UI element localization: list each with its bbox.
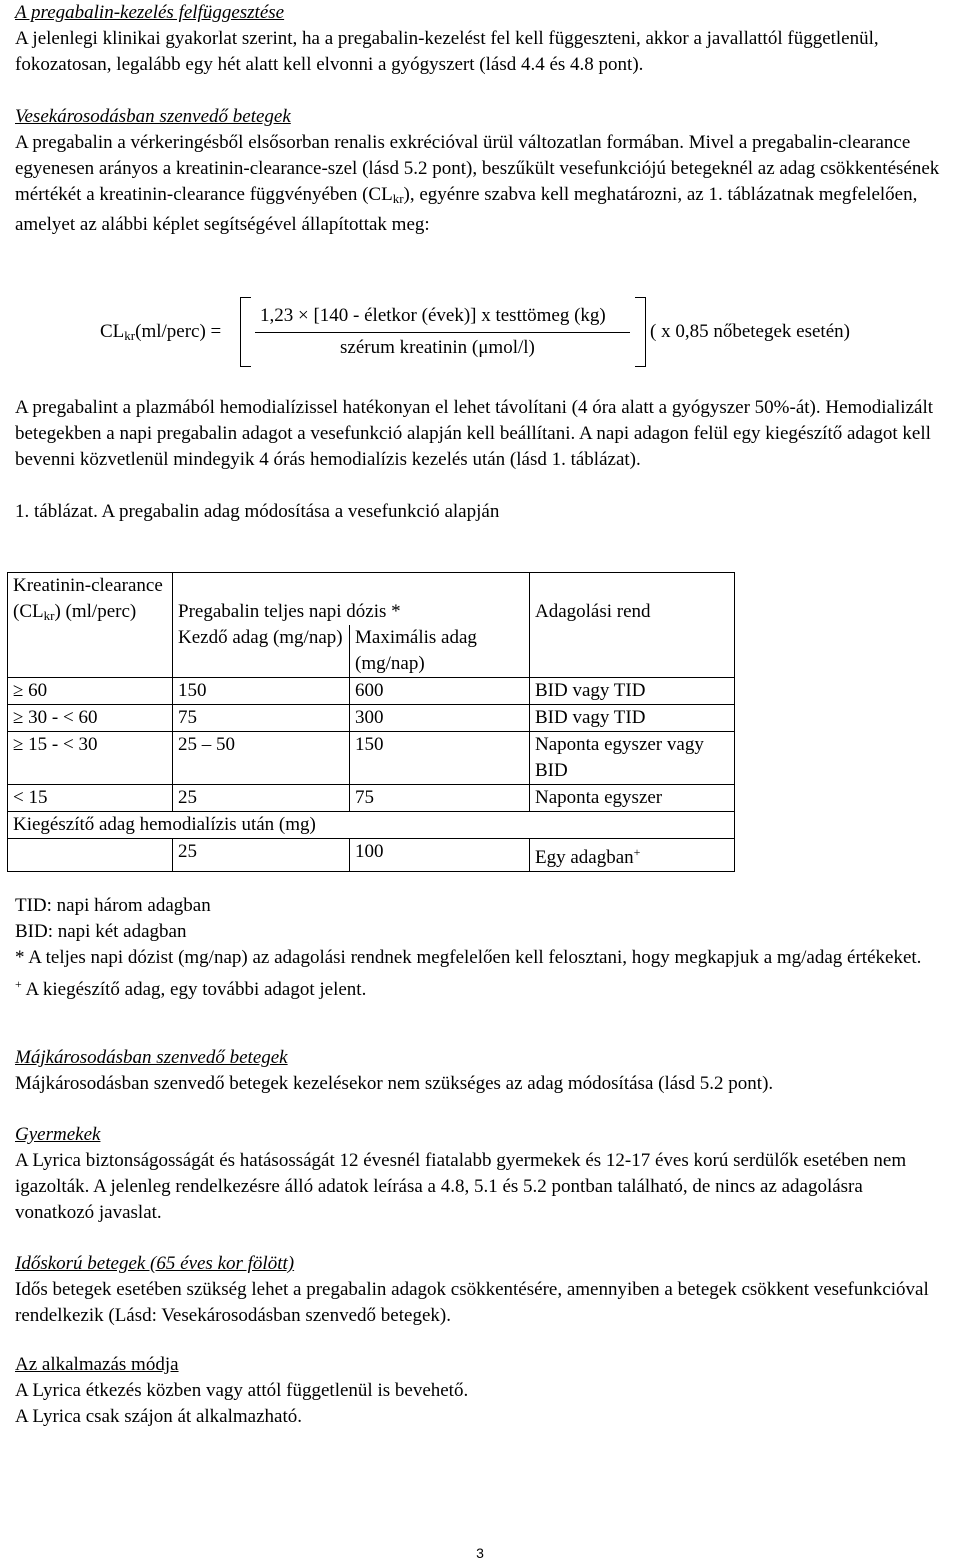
- table-cell: 75: [173, 705, 350, 732]
- section-heading: Májkárosodásban szenvedő betegek: [15, 1047, 288, 1068]
- section-heading: A pregabalin-kezelés felfüggesztése: [15, 2, 285, 23]
- table-cell: 25: [173, 785, 350, 812]
- table-cell: 150: [350, 732, 530, 785]
- left-bracket: [240, 297, 251, 367]
- paragraph: Idős betegek esetében szükség lehet a pregabalin adagok csökkentésére, amennyiben a betegek csökkent vesefunkcióval rendelkezik (Lásd: Vesekárosodásban szenvedő betegek).: [15, 1279, 929, 1326]
- table-cell: 25 – 50: [173, 732, 350, 785]
- table-row: [8, 812, 735, 839]
- formula-factor: ( x 0,85 nőbetegek esetén): [650, 321, 850, 342]
- note: BID: napi két adagban: [15, 921, 187, 942]
- table-row: [8, 705, 735, 732]
- header-cell: Kezdő adag (mg/nap): [173, 625, 350, 678]
- table-cell: [8, 839, 173, 872]
- table-row: [8, 839, 735, 872]
- header-cell: Pregabalin teljes napi dózis *: [173, 573, 530, 626]
- table-notes: [15, 893, 945, 1003]
- page-number: 3: [476, 1545, 484, 1561]
- table-cell: 150: [173, 678, 350, 705]
- section-hemodialysis: [15, 395, 945, 525]
- section-hepatic: [15, 1045, 945, 1097]
- table-cell: ≥ 30 - < 60: [8, 705, 173, 732]
- table-caption: 1. táblázat. A pregabalin adag módosítása a vesefunkció alapján: [15, 501, 500, 522]
- section-renal: [15, 104, 945, 238]
- header-cell: [530, 625, 735, 678]
- header-cell: Adagolási rend: [530, 573, 735, 626]
- table-row: [8, 785, 735, 812]
- table-cell: 25: [173, 839, 350, 872]
- section-heading: Az alkalmazás módja: [15, 1354, 179, 1375]
- section-elderly: [15, 1251, 945, 1329]
- text: A pregabalin a vérkeringésből elsősorban renalis exkrécióval ürül változatlan formában. Mivel a pregabalin-clearance egyenesen arányos a kreatinin-clearance-szel (lásd 5.2 pont), beszűkült vesefunkciójú betegeknél az adag csökkentésének mértékét a kreatinin-clearance függvényében (CL: [15, 132, 940, 205]
- paragraph: A Lyrica csak szájon át alkalmazható.: [15, 1406, 302, 1427]
- section-paediatric: [15, 1122, 945, 1226]
- table-cell: ≥ 60: [8, 678, 173, 705]
- section-heading: Időskorú betegek (65 éves kor fölött): [15, 1253, 295, 1274]
- table-cell: < 15: [8, 785, 173, 812]
- table-row: [8, 732, 735, 785]
- note: + A kiegészítő adag, egy további adagot jelent.: [15, 977, 367, 1000]
- table-cell: Naponta egyszer vagy BID: [530, 732, 735, 785]
- note: TID: napi három adagban: [15, 895, 211, 916]
- paragraph: A pregabalint a plazmából hemodialízissel hatékonyan el lehet távolítani (4 óra alatt a gyógyszer 50%-át). Hemodializált betegekben a napi pregabalin adagot a vesefunkció alapján kell beállítani. A napi adagon felül egy kiegészítő adagot kell bevenni közvetlenül mindegyik 4 órás hemodialízis kezelés után (lásd 1. táblázat).: [15, 397, 934, 470]
- paragraph: Májkárosodásban szenvedő betegek kezelésekor nem szükséges az adag módosítása (lásd 5.2 pont).: [15, 1073, 774, 1094]
- creatinine-clearance-formula: [100, 297, 900, 367]
- table-cell: 600: [350, 678, 530, 705]
- paragraph: A Lyrica biztonságosságát és hatásosságát 12 évesnél fiatalabb gyermekek és 12-17 éves korú serdülők esetében nem igazolták. A jelenleg rendelkezésre álló adatok leírása a 4.8, 5.1 és 5.2 pontban található, de nincs az adagolásra vonatkozó javaslat.: [15, 1150, 907, 1223]
- formula-denominator: szérum kreatinin (μmol/l): [340, 337, 535, 358]
- header-cell: Kreatinin-clearance $(CL_{kr})$ (ml/perc): [8, 573, 173, 678]
- table-cell: 75: [350, 785, 530, 812]
- header-cell: Maximális adag (mg/nap): [350, 625, 530, 678]
- table-header-row: [8, 573, 735, 626]
- fraction-line: [255, 332, 630, 333]
- section-heading: Vesekárosodásban szenvedő betegek: [15, 106, 291, 127]
- note: * A teljes napi dózist (mg/nap) az adagolási rendnek megfelelően kell felosztani, hogy megkapjuk a mg/adag értékeket.: [15, 947, 922, 968]
- table-cell: Kiegészítő adag hemodialízis után (mg): [8, 812, 735, 839]
- formula-numerator: 1,23 × [140 - életkor (évek)] x testtömeg (kg): [260, 305, 606, 326]
- table-cell: 300: [350, 705, 530, 732]
- formula-lhs: $CL_{kr}(ml/perc)$ =: [100, 321, 222, 343]
- paragraph: A Lyrica étkezés közben vagy attól függetlenül is bevehető.: [15, 1380, 469, 1401]
- text: ), egyénre szabva kell meghatározni, az 1. táblázatnak megfelelően, amelyet az alábbi képlet segítségével állapítottak meg:: [15, 184, 918, 235]
- paragraph: A jelenlegi klinikai gyakorlat szerint, ha a pregabalin-kezelést fel kell függeszteni, akkor a javallattól függetlenül, fokozatosan, legalább egy hét alatt kell elvonni a gyógyszert (lásd 4.4 és 4.8 pont).: [15, 28, 879, 75]
- right-bracket: [635, 297, 646, 367]
- dose-table: [7, 572, 735, 872]
- table-cell: BID vagy TID: [530, 678, 735, 705]
- section-administration: [15, 1352, 945, 1430]
- paragraph: [15, 130, 945, 238]
- table-cell: BID vagy TID: [530, 705, 735, 732]
- subscript: kr: [392, 191, 404, 206]
- table-cell: 100: [350, 839, 530, 872]
- table-cell: Egy adagban+: [530, 839, 735, 872]
- section-discontinuation: [15, 0, 945, 78]
- section-heading: Gyermekek: [15, 1124, 101, 1145]
- table-row: [8, 678, 735, 705]
- table-cell: ≥ 15 - < 30: [8, 732, 173, 785]
- table-cell: Naponta egyszer: [530, 785, 735, 812]
